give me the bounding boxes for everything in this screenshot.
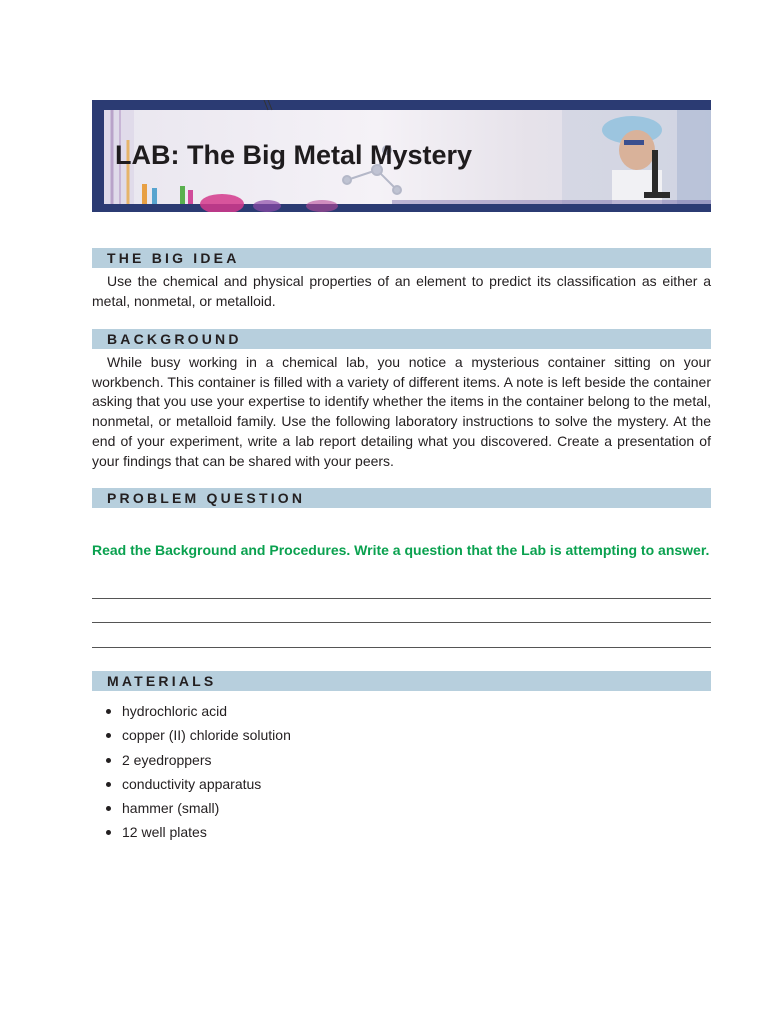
list-item: copper (II) chloride solution xyxy=(106,723,606,747)
answer-line[interactable] xyxy=(92,647,711,648)
section-header-big-idea xyxy=(92,248,711,268)
materials-list xyxy=(106,699,606,845)
section-heading: BACKGROUND xyxy=(107,331,242,347)
problem-question-prompt: Read the Background and Procedures. Write a question that the Lab is attempting to answer. xyxy=(92,542,710,558)
section-header-materials xyxy=(92,671,711,691)
page-title: LAB: The Big Metal Mystery xyxy=(115,140,473,170)
section-heading: MATERIALS xyxy=(107,673,217,689)
list-item: 12 well plates xyxy=(106,820,606,844)
list-item: 2 eyedroppers xyxy=(106,748,606,772)
list-item: conductivity apparatus xyxy=(106,772,606,796)
section-heading: PROBLEM QUESTION xyxy=(107,490,306,506)
background-text: While busy working in a chemical lab, you notice a mysterious container sitting on your workbench. This container is filled with a variety of different items. A note is left beside the container asking that you use your expertise to identify whether the items in the container belong to the metal, nonmetal, or metalloid family. Use the following laboratory instructions to solve the mystery. At the end of your experiment, write a lab report detailing what you discovered. Create a presentation of your findings that can be shared with your peers. xyxy=(92,354,711,469)
answer-line[interactable] xyxy=(92,622,711,623)
section-heading: THE BIG IDEA xyxy=(107,250,240,266)
list-item: hammer (small) xyxy=(106,796,606,820)
big-idea-text: Use the chemical and physical properties of an element to predict its classification as either a metal, nonmetal, or metalloid. xyxy=(92,273,711,309)
title-banner xyxy=(92,100,711,212)
answer-line[interactable] xyxy=(92,598,711,599)
section-header-background xyxy=(92,329,711,349)
section-header-problem-question xyxy=(92,488,711,508)
list-item: hydrochloric acid xyxy=(106,699,606,723)
